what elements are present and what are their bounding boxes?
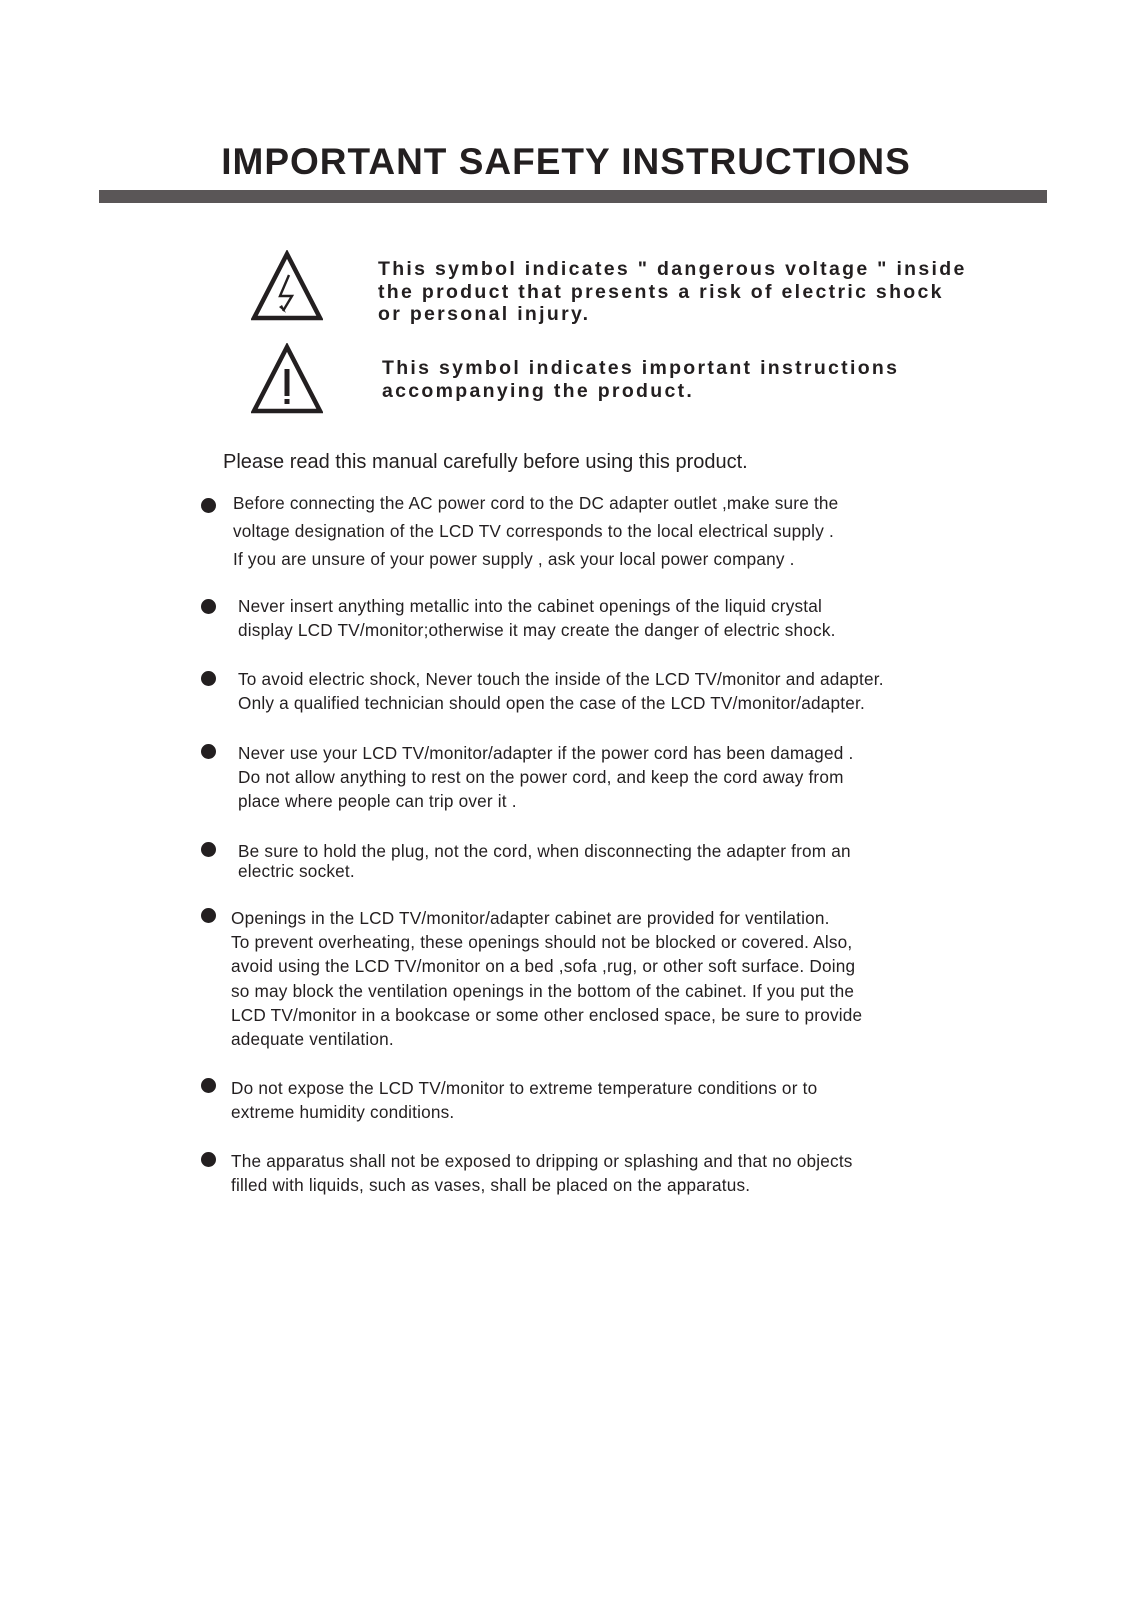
bullet-icon bbox=[201, 671, 216, 686]
bullet-icon bbox=[201, 1152, 216, 1167]
bullet-icon bbox=[201, 842, 216, 857]
exclamation-warning-icon bbox=[251, 343, 323, 415]
list-item-line: Be sure to hold the plug, not the cord, when disconnecting the adapter from an bbox=[238, 841, 851, 861]
symbol-text-line: or personal injury. bbox=[378, 303, 591, 325]
list-item-line: Do not allow anything to rest on the power cord, and keep the cord away from bbox=[238, 767, 844, 787]
list-item-line: The apparatus shall not be exposed to dripping or splashing and that no objects bbox=[231, 1151, 853, 1171]
list-item-line: avoid using the LCD TV/monitor on a bed ,sofa ,rug, or other soft surface. Doing bbox=[231, 956, 856, 977]
list-item-line: display LCD TV/monitor;otherwise it may create the danger of electric shock. bbox=[238, 620, 836, 640]
bullet-icon bbox=[201, 744, 216, 759]
list-item-line: LCD TV/monitor in a bookcase or some other enclosed space, be sure to provide bbox=[231, 1004, 863, 1025]
list-item-line: filled with liquids, such as vases, shall be placed on the apparatus. bbox=[231, 1175, 751, 1195]
list-item-line: To avoid electric shock, Never touch the inside of the LCD TV/monitor and adapter. bbox=[238, 669, 884, 689]
symbol-text-line: the product that presents a risk of electric shock bbox=[378, 280, 944, 303]
list-item-line: adequate ventilation. bbox=[231, 1029, 394, 1050]
list-item-line: extreme humidity conditions. bbox=[231, 1102, 455, 1122]
list-item-text bbox=[238, 841, 851, 881]
symbol-text-line: accompanying the product. bbox=[382, 379, 695, 402]
bullet-icon bbox=[201, 599, 216, 614]
intro-text: Please read this manual carefully before using this product. bbox=[223, 451, 748, 473]
list-item-line: Never insert anything metallic into the cabinet openings of the liquid crystal bbox=[238, 596, 823, 616]
list-item-text bbox=[231, 1149, 853, 1197]
symbol-text-line: This symbol indicates " dangerous voltage " inside bbox=[378, 258, 967, 280]
list-item-text bbox=[238, 667, 884, 715]
bullet-icon bbox=[201, 908, 216, 923]
title-divider bbox=[99, 190, 1047, 203]
list-item-line: Only a qualified technician should open the case of the LCD TV/monitor/adapter. bbox=[238, 693, 865, 713]
list-item-line: place where people can trip over it . bbox=[238, 791, 517, 811]
list-item-text bbox=[231, 906, 862, 1051]
page-title: IMPORTANT SAFETY INSTRUCTIONS bbox=[221, 141, 911, 182]
list-item-line: Never use your LCD TV/monitor/adapter if the power cord has been damaged . bbox=[238, 743, 854, 763]
symbol-text-line: This symbol indicates important instructions bbox=[382, 357, 900, 379]
list-item-text bbox=[238, 741, 853, 813]
list-item-line: Openings in the LCD TV/monitor/adapter cabinet are provided for ventilation. bbox=[231, 908, 830, 928]
list-item-text bbox=[231, 1076, 817, 1124]
list-item-line: Do not expose the LCD TV/monitor to extreme temperature conditions or to bbox=[231, 1078, 818, 1098]
list-item-line: so may block the ventilation openings in the bottom of the cabinet. If you put the bbox=[231, 980, 855, 1001]
high-voltage-description bbox=[378, 258, 967, 326]
list-item-line: electric socket. bbox=[238, 861, 355, 881]
list-item-text bbox=[238, 594, 836, 642]
bullet-icon bbox=[201, 498, 216, 513]
list-item-line: If you are unsure of your power supply , ask your local power company . bbox=[233, 549, 795, 569]
list-item-text bbox=[233, 489, 838, 573]
bullet-icon bbox=[201, 1078, 216, 1093]
high-voltage-warning-icon bbox=[251, 250, 323, 322]
list-item-line: To prevent overheating, these openings should not be blocked or covered. Also, bbox=[231, 932, 853, 953]
list-item-line: voltage designation of the LCD TV corresponds to the local electrical supply . bbox=[233, 521, 834, 541]
list-item-line: Before connecting the AC power cord to the DC adapter outlet ,make sure the bbox=[233, 493, 839, 513]
exclamation-description bbox=[382, 357, 899, 402]
